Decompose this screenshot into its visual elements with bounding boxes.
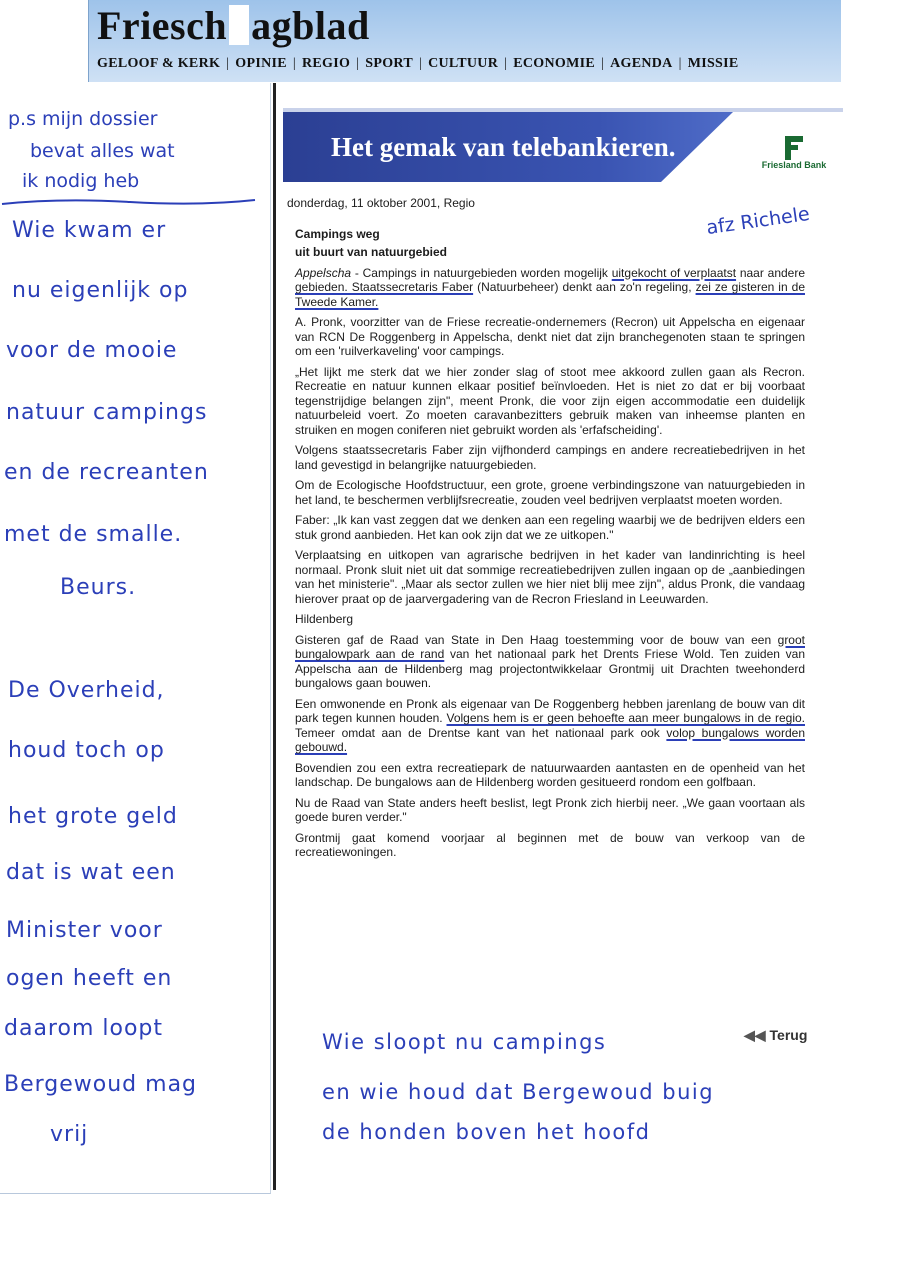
article-paragraph: Verplaatsing en uitkopen van agrarische bedrijven in het kader van landinrichting is heel normaal. Pronk sluit niet uit dat sommige recreatiebedrijven zullen ingaan op de „aanbiedingen van het ministerie". „Maar als sector zullen we hier niet blij mee zijn", aldus Pronk, die vandaag hierover praat op de jaarvergadering van de Recron Friesland in Leeuwarden. xyxy=(295,548,805,606)
section-nav xyxy=(97,56,739,72)
bottom-note-line: Wie sloopt nu campings xyxy=(322,1030,607,1054)
article-dateline: donderdag, 11 oktober 2001, Regio xyxy=(287,196,475,210)
margin-note-line: met de smalle. xyxy=(4,522,183,547)
margin-note-line: Minister voor xyxy=(6,918,163,943)
underlined-text: groot bungalowpark aan de rand xyxy=(295,632,805,661)
margin-note-line: ogen heeft en xyxy=(6,966,173,991)
text-run: Temeer omdat aan de Drentse kant van het nationaal park ook xyxy=(295,725,667,740)
margin-underline-stroke xyxy=(0,196,260,210)
text-run: - Campings in natuurgebieden worden mogelijk xyxy=(351,265,612,280)
article-paragraph xyxy=(295,633,805,691)
article-paragraph: A. Pronk, voorzitter van de Friese recreatie-ondernemers (Recron) uit Appelscha en eigenaar van RCN De Roggenberg in Appelscha, denkt niet dat zijn branchegenoten staan te springen om een 'ruilverkaveling' voor campings. xyxy=(295,315,805,358)
nav-separator: | xyxy=(678,56,682,71)
masthead xyxy=(88,0,841,82)
underlined-text: uitgekocht of verplaatst xyxy=(611,265,737,280)
bank-name: Friesland Bank xyxy=(761,160,827,170)
margin-note-line: voor de mooie xyxy=(6,338,178,363)
text-run: van het nationaal park het Drents Friese Wold. Ten zuiden van Appelscha aan de Hildenberg mag projectontwikkelaar Grontmij uit Drachten tweehonderd bungalows gaan bouwen. xyxy=(295,647,805,690)
nav-item-opinie[interactable]: OPINIE xyxy=(235,56,287,71)
margin-note-line: en de recreanten xyxy=(4,460,209,485)
nav-separator: | xyxy=(226,56,230,71)
margin-note-line: De Overheid, xyxy=(8,678,165,703)
handwritten-annotation: afz Richele xyxy=(704,202,812,240)
article-paragraph: Faber: „Ik kan vast zeggen dat we denken aan een regeling waarbij we de bedrijven elders een stuk grond aanbieden. Het kan ook zijn dat we ze uitkopen." xyxy=(295,513,805,542)
article-paragraph: Grontmij gaat komend voorjaar al beginnen met de bouw van verkoop van de recreatiewoningen. xyxy=(295,830,805,859)
margin-note-line: Wie kwam er xyxy=(12,218,167,243)
margin-note-line: dat is wat een xyxy=(6,860,176,885)
margin-note-line: vrij xyxy=(50,1122,89,1147)
nav-item-regio[interactable]: REGIO xyxy=(301,56,351,71)
logo-text-left: Friesch xyxy=(97,3,228,48)
text-run: naar andere xyxy=(736,265,806,280)
margin-note-line: natuur campings xyxy=(6,400,208,425)
article-paragraph: Bovendien zou een extra recreatiepark de natuurwaarden aantasten en de openheid van het landschap. De bungalows aan de Hildenberg worden gesitueerd rondom een golfbaan. xyxy=(295,760,805,789)
nav-separator: | xyxy=(504,56,508,71)
article-subtitle: uit buurt van natuurgebied xyxy=(295,245,447,259)
underlined-text: zei ze gisteren in de Tweede Kamer. xyxy=(295,280,805,309)
article-paragraph: Volgens staatssecretaris Faber zijn vijfhonderd campings en andere recreatiebedrijven in het land gevestigd in belangrijke natuurgebieden. xyxy=(295,443,805,472)
nav-item-economie[interactable]: ECONOMIE xyxy=(513,56,595,71)
article-subhead: Hildenberg xyxy=(295,612,354,626)
logo-d-block xyxy=(229,5,249,45)
nav-item-agenda[interactable]: AGENDA xyxy=(610,56,673,71)
margin-note-ps-line: bevat alles wat xyxy=(30,140,175,162)
text-run: Een omwonende en Pronk als eigenaar van De Roggenberg hebben jarenlang de bouw van dit park tegen kunnen houden. xyxy=(295,696,805,725)
nav-separator: | xyxy=(600,56,605,71)
article-paragraph: Om de Ecologische Hoofdstructuur, een grote, groene verbindingszone van natuurgebieden in het land, te beschermen verblijfsrecreatie, zouden veel bedrijven verplaatst moeten worden. xyxy=(295,478,805,507)
underlined-text: Volgens hem is er geen behoefte aan meer bungalows in de regio. xyxy=(446,711,805,725)
article-place: Appelscha xyxy=(295,265,352,280)
nav-item-sport[interactable]: SPORT xyxy=(365,56,413,71)
bank-logo xyxy=(759,136,829,170)
text-run: Gisteren gaf de Raad van State in Den Haag toestemming voor de bouw van een xyxy=(295,632,778,647)
bottom-note-line: de honden boven het hoofd xyxy=(322,1120,651,1144)
underlined-text: gebieden. Staatssecretaris Faber xyxy=(295,280,474,294)
article-paragraph xyxy=(295,266,805,310)
banner-headline: Het gemak van telebankieren. xyxy=(331,132,676,162)
margin-note-line: Bergewoud mag xyxy=(4,1072,198,1097)
bank-f-icon xyxy=(783,136,805,160)
logo-text-right: agblad xyxy=(251,3,370,48)
margin-note-ps-line: p.s mijn dossier xyxy=(8,108,158,130)
margin-note-line: het grote geld xyxy=(8,804,178,829)
nav-separator: | xyxy=(356,56,360,71)
bottom-note-line: en wie houd dat Bergewoud buig xyxy=(322,1080,715,1104)
underlined-text: volop bungalows worden gebouwd. xyxy=(295,725,805,754)
newspaper-logo[interactable] xyxy=(97,2,370,49)
nav-item-geloof-kerk[interactable]: GELOOF & KERK xyxy=(97,56,221,71)
margin-note-line: daarom loopt xyxy=(4,1016,163,1041)
back-link-label: Terug xyxy=(769,1027,808,1043)
article xyxy=(287,196,805,866)
margin-note-line: nu eigenlijk op xyxy=(12,278,189,303)
banner-top-rule xyxy=(283,108,843,112)
article-title: Campings weg xyxy=(295,226,380,241)
article-paragraph xyxy=(295,697,805,755)
margin-note-ps-line: ik nodig heb xyxy=(22,170,140,192)
text-run: (Natuurbeheer) denkt aan zo'n regeling, xyxy=(473,280,696,294)
nav-item-missie[interactable]: MISSIE xyxy=(687,56,739,71)
margin-note-line: Beurs. xyxy=(60,575,137,600)
double-arrow-left-icon: ◀◀ xyxy=(744,1027,766,1043)
nav-separator: | xyxy=(418,56,423,71)
margin-note-line: houd toch op xyxy=(8,738,165,763)
article-paragraph: Nu de Raad van State anders heeft beslist, legt Pronk zich hierbij neer. „We gaan voortaan als goede buren verder." xyxy=(295,795,805,824)
article-paragraph: „Het lijkt me sterk dat we hier zonder slag of stoot mee akkoord zullen gaan als Recron. Recreatie en natuur kunnen elkaar positief beïnvloeden. Het is niet zo dat er bij voorbaat tegenstrijdige belangen zijn", meent Pronk, die voor zijn eigen accommodatie een duidelijk natuurbeleid voert. Zo moeten caravanbezitters gebruik maken van inheemse planten en struiken en mogen coniferen niet gebruikt worden als 'erfafscheiding'. xyxy=(295,364,805,437)
nav-separator: | xyxy=(292,56,296,71)
bank-banner-ad[interactable] xyxy=(283,108,843,188)
back-link[interactable] xyxy=(744,1027,807,1044)
nav-item-cultuur[interactable]: CULTUUR xyxy=(428,56,499,71)
column-divider xyxy=(273,83,276,1190)
